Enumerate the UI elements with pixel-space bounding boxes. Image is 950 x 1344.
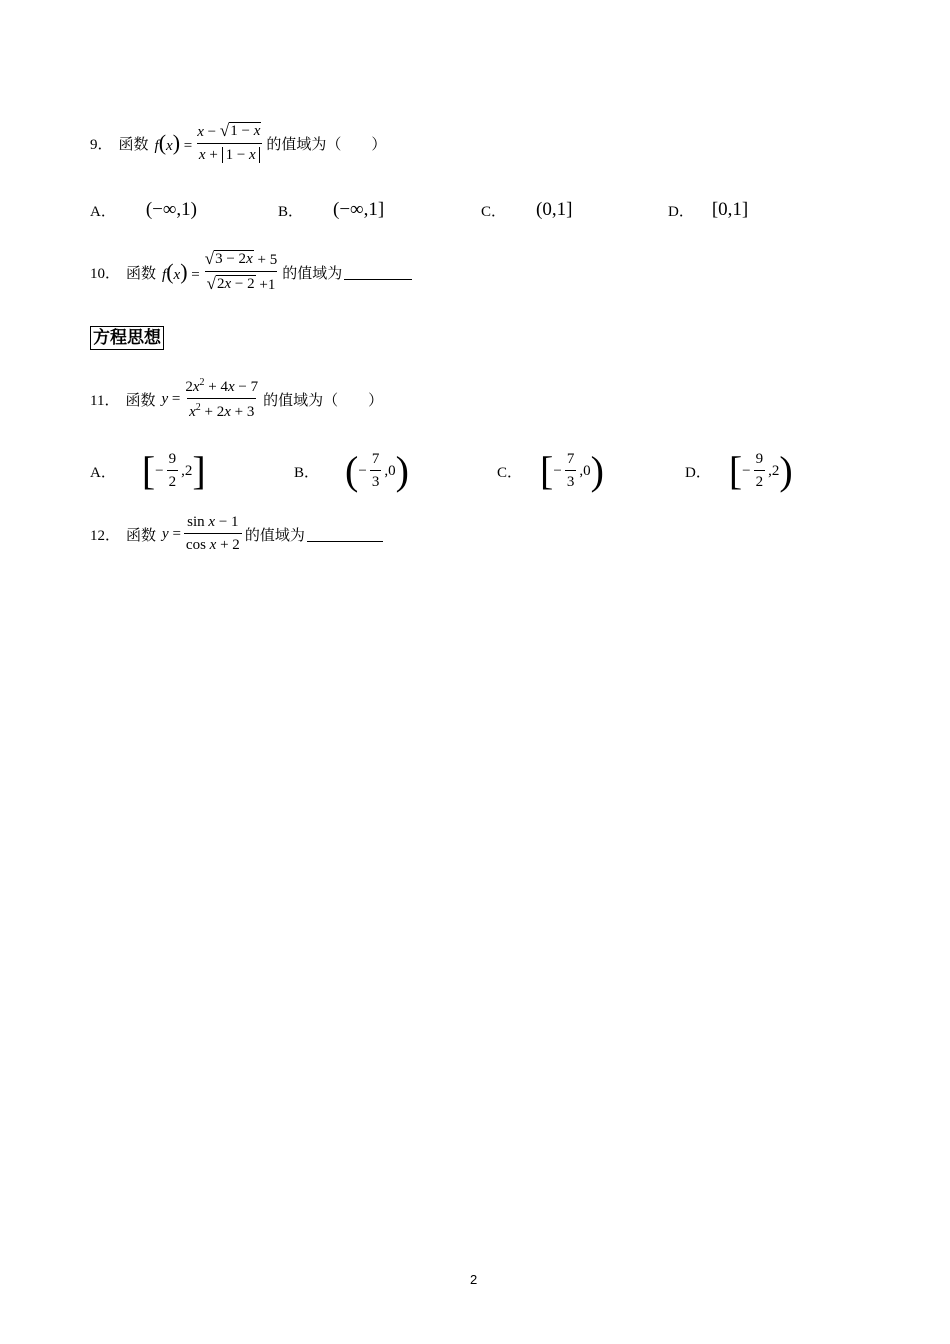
question-prefix: 函数 — [126, 265, 157, 282]
answer-blank[interactable] — [307, 527, 383, 542]
numerator: 9 — [168, 451, 177, 467]
option-d[interactable] — [685, 448, 793, 493]
option-sign: − — [742, 462, 751, 479]
formula-y: y = — [162, 525, 181, 542]
answer-blank[interactable] — [344, 265, 412, 280]
denominator: 3 — [370, 470, 382, 491]
option-a[interactable] — [90, 199, 197, 221]
formula-f-x: f(x) = — [162, 258, 200, 284]
option-tail: ,2 — [181, 462, 193, 479]
question-suffix: 的值域为 — [282, 265, 343, 282]
option-d[interactable] — [668, 199, 748, 221]
option-tail: ,2 — [768, 462, 780, 479]
option-c[interactable] — [497, 448, 604, 493]
numerator: 7 — [566, 451, 575, 467]
option-value: (−∞,1] — [333, 199, 385, 220]
question-number: 12． — [90, 527, 121, 544]
option-value: (0,1] — [536, 199, 573, 220]
option-label: A． — [90, 464, 116, 481]
question-11 — [90, 377, 383, 421]
denominator: 3 — [565, 470, 577, 491]
option-tail: ,0 — [384, 462, 396, 479]
fraction: x − √ 1 − x x + 1 − x — [197, 121, 261, 163]
option-sign: − — [155, 462, 164, 479]
option-label: D． — [685, 464, 711, 481]
option-fraction — [754, 451, 766, 491]
option-close-bracket: ) — [779, 448, 793, 493]
option-label: C． — [481, 203, 507, 220]
option-value: (−∞,1) — [145, 199, 198, 220]
option-sign: − — [358, 462, 367, 479]
option-value: [0,1] — [711, 199, 749, 220]
option-fraction — [370, 451, 382, 491]
option-open-bracket: [ — [728, 448, 743, 493]
page-number: 2 — [470, 1272, 478, 1287]
option-sign: − — [553, 462, 562, 479]
option-label: A． — [90, 203, 116, 220]
formula-f-x: f(x) = — [154, 129, 193, 155]
question-prefix: 函数 — [125, 392, 156, 409]
option-tail: ,0 — [579, 462, 591, 479]
question-number: 11． — [90, 392, 120, 409]
question-number: 10． — [90, 265, 121, 282]
option-b[interactable] — [294, 448, 409, 493]
option-label: D． — [668, 203, 694, 220]
question-suffix: 的值域为 — [244, 527, 305, 544]
option-c[interactable] — [481, 199, 572, 221]
option-close-bracket: ] — [192, 448, 206, 493]
fraction: $\frac{2x^2 + 4x - 7}{x^2 + 2x + 3}$ — [185, 377, 259, 420]
option-b[interactable] — [278, 199, 384, 221]
numerator: 7 — [371, 451, 380, 467]
question-10 — [90, 250, 412, 294]
option-close-bracket: ) — [395, 448, 409, 493]
option-label: B． — [294, 464, 320, 481]
question-suffix: 的值域为（ ） — [263, 392, 384, 409]
fraction: $\frac{\text{sin x − 1}}{\text{cos x + 2}}$ — [185, 514, 240, 553]
option-open-bracket: ( — [345, 448, 359, 493]
option-label: B． — [278, 203, 304, 220]
question-suffix: 的值域为（ ） — [266, 136, 387, 153]
option-open-bracket: [ — [141, 448, 156, 493]
question-prefix: 函数 — [118, 136, 149, 153]
question-12 — [90, 514, 383, 554]
option-fraction — [565, 451, 577, 491]
option-open-bracket: [ — [540, 448, 554, 493]
question-prefix: 函数 — [126, 527, 157, 544]
denominator: 2 — [754, 470, 766, 491]
fraction: √ 3 − 2x + 5 √ 2x − 2 +1 — [204, 249, 278, 293]
question-9 — [90, 122, 386, 164]
section-heading: 方程思想 — [90, 326, 164, 350]
denominator: 2 — [167, 470, 179, 491]
question-number: 9． — [90, 136, 113, 153]
option-close-bracket: ) — [590, 448, 604, 493]
formula-y: y = — [161, 390, 181, 407]
option-fraction — [167, 451, 179, 491]
option-a[interactable] — [90, 448, 206, 493]
option-label: C． — [497, 464, 523, 481]
numerator: 9 — [755, 451, 764, 467]
